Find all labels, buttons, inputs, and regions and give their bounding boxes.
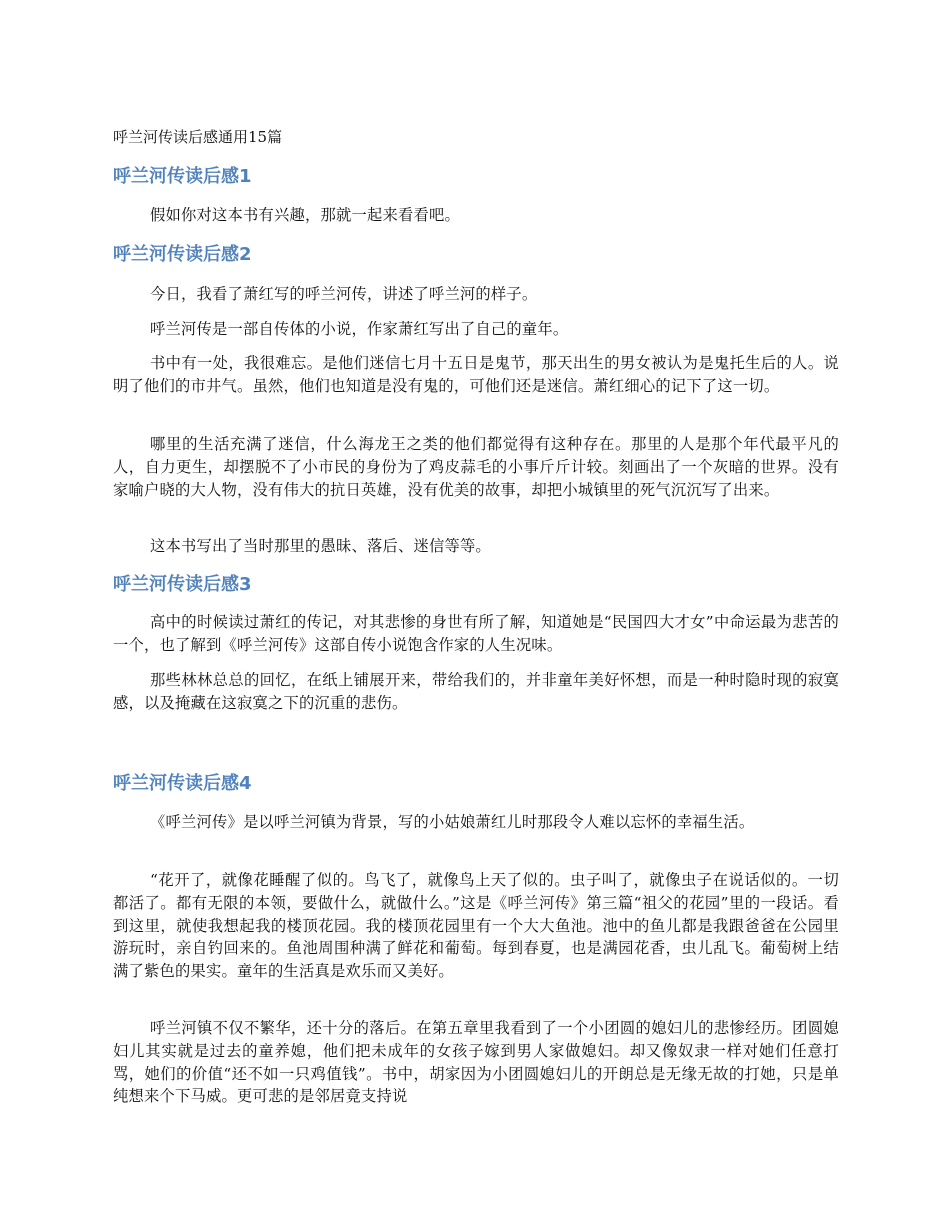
document-title: 呼兰河传读后感通用15篇 bbox=[113, 128, 283, 146]
paragraph: 《呼兰河传》是以呼兰河镇为背景，写的小姑娘萧红儿时那段令人难以忘怀的幸福生活。 bbox=[150, 813, 755, 831]
paragraph: 哪里的生活充满了迷信，什么海龙王之类的他们都觉得有这种存在。那里的人是那个年代最平凡的人，自力更生，却摆脱不了小市民的身份为了鸡皮蒜毛的小事斤斤计较。刻画出了一个灰暗的世界。没有家喻户晓的大人物，没有伟大的抗日英雄，没有优美的故事，却把小城镇里的死气沉沉写了出来。 bbox=[113, 435, 839, 499]
paragraph: 这本书写出了当时那里的愚昧、落后、迷信等等。 bbox=[150, 537, 491, 555]
section-heading-1: 呼兰河传读后感1 bbox=[113, 166, 252, 187]
paragraph: 呼兰河传是一部自传体的小说，作家萧红写出了自己的童年。 bbox=[150, 320, 569, 338]
paragraph: “花开了，就像花睡醒了似的。鸟飞了，就像鸟上天了似的。虫子叫了，就像虫子在说话似的。一切都活了。都有无限的本领，要做什么，就做什么。”这是《呼兰河传》第三篇“祖父的花园”里的一段话。看到这里，就使我想起我的楼顶花园。我的楼顶花园里有一个大大鱼池。池中的鱼儿都是我跟爸爸在公园里游玩时，亲自钓回来的。鱼池周围种满了鲜花和葡萄。每到春夏，也是满园花香，虫儿乱飞。葡萄树上结满了紫色的果实。童年的生活真是欢乐而又美好。 bbox=[113, 871, 839, 981]
paragraph: 书中有一处，我很难忘。是他们迷信七月十五日是鬼节，那天出生的男女被认为是鬼托生后的人。说明了他们的市井气。虽然，他们也知道是没有鬼的，可他们还是迷信。萧红细心的记下了这一切。 bbox=[113, 354, 839, 395]
section-heading-2: 呼兰河传读后感2 bbox=[113, 244, 252, 265]
paragraph: 呼兰河镇不仅不繁华，还十分的落后。在第五章里我看到了一个小团圆的媳妇儿的悲惨经历。团圆媳妇儿其实就是过去的童养媳，他们把未成年的女孩子嫁到男人家做媳妇。却又像奴隶一样对她们任意打骂，她们的价值“还不如一只鸡值钱”。书中，胡家因为小团圆媳妇儿的开朗总是无缘无故的打她，只是单纯想来个下马威。更可悲的是邻居竟支持说 bbox=[113, 1019, 839, 1106]
section-heading-4: 呼兰河传读后感4 bbox=[113, 773, 252, 794]
paragraph: 高中的时候读过萧红的传记，对其悲惨的身世有所了解，知道她是“民国四大才女”中命运最为悲苦的一个，也了解到《呼兰河传》这部自传小说饱含作家的人生况味。 bbox=[113, 613, 839, 654]
paragraph: 今日，我看了萧红写的呼兰河传，讲述了呼兰河的样子。 bbox=[150, 285, 538, 303]
section-heading-3: 呼兰河传读后感3 bbox=[113, 574, 252, 595]
paragraph: 假如你对这本书有兴趣，那就一起来看看吧。 bbox=[150, 206, 460, 224]
paragraph: 那些林林总总的回忆，在纸上铺展开来，带给我们的，并非童年美好怀想，而是一种时隐时现的寂寞感，以及掩藏在这寂寞之下的沉重的悲伤。 bbox=[113, 671, 839, 712]
